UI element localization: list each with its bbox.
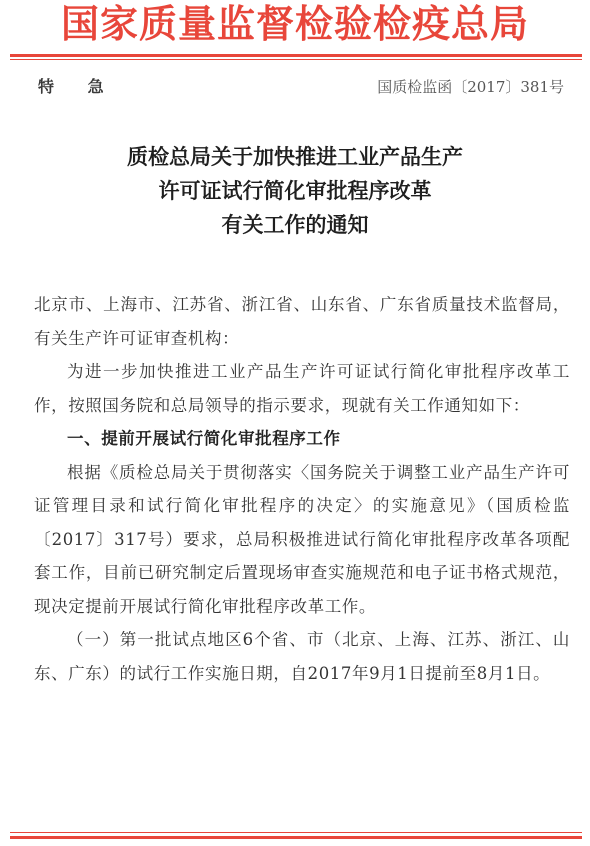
document-number: 国质检监函〔2017〕381号 (377, 78, 564, 96)
document-title (0, 140, 590, 242)
bottom-red-rule-thin (10, 832, 582, 833)
title-line-2: 许可证试行简化审批程序改革 (158, 178, 432, 203)
bottom-red-rule-thick (10, 836, 582, 839)
document-body (34, 288, 570, 690)
top-red-rule-thick (10, 54, 582, 57)
agency-masthead-title: 国家质量监督检验检疫总局 (60, 2, 529, 46)
title-line-1: 质检总局关于加快推进工业产品生产 (127, 144, 463, 169)
section-1-paragraph-2: （一）第一批试点地区6个省、市（北京、上海、江苏、浙江、山东、广东）的试行工作实施日期，自2017年9月1日提前至8月1日。 (34, 630, 570, 683)
document-meta-row (0, 74, 590, 100)
intro-paragraph: 为进一步加快推进工业产品生产许可证试行简化审批程序改革工作，按照国务院和总局领导的指示要求，现就有关工作通知如下： (34, 362, 570, 415)
top-red-rule-thin (10, 59, 582, 60)
section-1-paragraph-1: 根据《质检总局关于贯彻落实〈国务院关于调整工业产品生产许可证管理目录和试行简化审批程序的决定〉的实施意见》（国质检监〔2017〕317号）要求，总局积极推进试行简化审批程序改革各项配套工作，目前已研究制定后置现场审查实施规范和电子证书格式规范，现决定提前开展试行简化审批程序改革工作。 (34, 462, 570, 616)
urgency-label: 特 急 (38, 77, 118, 96)
recipients-paragraph: 北京市、上海市、江苏省、浙江省、山东省、广东省质量技术监督局，有关生产许可证审查机构： (34, 295, 570, 348)
masthead (0, 0, 590, 56)
section-1-heading: 一、提前开展试行简化审批程序工作 (67, 429, 341, 448)
title-line-3: 有关工作的通知 (221, 212, 369, 237)
